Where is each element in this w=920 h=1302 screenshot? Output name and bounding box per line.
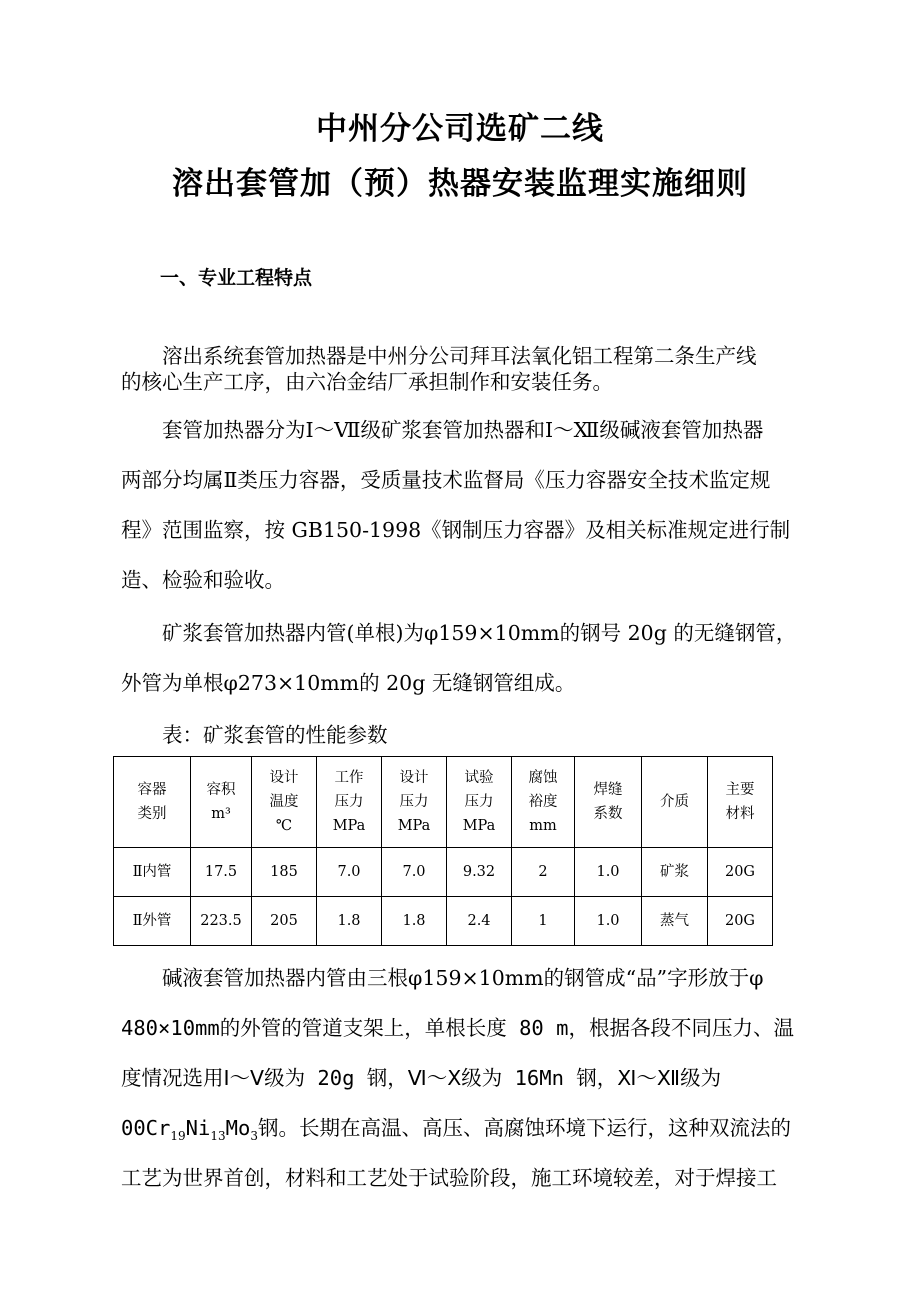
table-cell: 1.8 xyxy=(317,897,382,946)
header-cell: 试验 压力 MPa xyxy=(447,757,512,848)
parameters-table xyxy=(113,756,773,946)
table-cell: 1 xyxy=(512,897,575,946)
header-cell: 焊缝 系数 xyxy=(575,757,642,848)
formula-subscript: 3 xyxy=(250,1129,258,1144)
paragraph-line: 度情况选用Ⅰ～Ⅴ级为 20g 钢，Ⅵ～Ⅹ级为 16Mn 钢，Ⅺ～Ⅻ级为 xyxy=(121,1066,722,1090)
formula-part: Ni xyxy=(185,1116,211,1140)
table-cell: 7.0 xyxy=(317,848,382,897)
formula-part: 00Cr xyxy=(121,1116,171,1140)
header-cell: 主要 材料 xyxy=(708,757,773,848)
table-cell: Ⅱ外管 xyxy=(114,897,191,946)
table-row xyxy=(114,897,773,946)
table-row xyxy=(114,848,773,897)
table-header-row xyxy=(114,757,773,848)
table-cell: 7.0 xyxy=(382,848,447,897)
section-heading: 一、专业工程特点 xyxy=(160,267,313,289)
paragraph-line: 外管为单根φ273×10mm的 20g 无缝钢管组成。 xyxy=(121,671,576,695)
table-cell: 矿浆 xyxy=(642,848,708,897)
table-cell: 185 xyxy=(252,848,317,897)
paragraph-line: 溶出系统套管加热器是中州分公司拜耳法氧化铝工程第二条生产线 xyxy=(162,344,757,368)
formula-part: Mo xyxy=(225,1116,251,1140)
table-cell: 蒸气 xyxy=(642,897,708,946)
paragraph-line: 矿浆套管加热器内管(单根)为φ159×10mm的钢号 20g 的无缝钢管， xyxy=(162,621,797,645)
table-cell: 20G xyxy=(708,848,773,897)
paragraph-line: 碱液套管加热器内管由三根φ159×10mm的钢管成“品”字形放于φ xyxy=(162,966,764,990)
paragraph-line: 的核心生产工序，由六冶金结厂承担制作和安装任务。 xyxy=(121,370,613,394)
table-cell: 205 xyxy=(252,897,317,946)
header-cell: 介质 xyxy=(642,757,708,848)
formula-subscript: 19 xyxy=(170,1129,186,1144)
header-cell: 设计 压力 MPa xyxy=(382,757,447,848)
header-cell: 设计 温度 ℃ xyxy=(252,757,317,848)
header-cell: 容积 m³ xyxy=(191,757,252,848)
paragraph-line: 工艺为世界首创，材料和工艺处于试验阶段，施工环境较差，对于焊接工 xyxy=(121,1166,777,1190)
paragraph-line-formula xyxy=(121,1113,791,1151)
paragraph-line: 两部分均属Ⅱ类压力容器，受质量技术监督局《压力容器安全技术监定规 xyxy=(121,468,771,492)
table-cell: 1.0 xyxy=(575,897,642,946)
table-cell: 1.8 xyxy=(382,897,447,946)
paragraph-line: 造、检验和验收。 xyxy=(121,568,285,592)
table-cell: 20G xyxy=(708,897,773,946)
document-title-line1: 中州分公司选矿二线 xyxy=(316,111,604,147)
document-title-line2: 溶出套管加（预）热器安装监理实施细则 xyxy=(172,166,748,202)
table-caption: 表：矿浆套管的性能参数 xyxy=(162,723,388,747)
paragraph-line: 程》范围监察，按 GB150-1998《钢制压力容器》及相关标准规定进行制 xyxy=(121,518,791,542)
table-cell: Ⅱ内管 xyxy=(114,848,191,897)
header-cell: 工作 压力 MPa xyxy=(317,757,382,848)
formula-tail: 钢。长期在高温、高压、高腐蚀环境下运行，这种双流法的 xyxy=(257,1116,791,1140)
table-cell: 1.0 xyxy=(575,848,642,897)
table-cell: 2.4 xyxy=(447,897,512,946)
table-cell: 2 xyxy=(512,848,575,897)
paragraph-line: 套管加热器分为Ⅰ～Ⅶ级矿浆套管加热器和Ⅰ～Ⅻ级碱液套管加热器 xyxy=(162,418,764,442)
header-cell: 容器 类别 xyxy=(114,757,191,848)
formula-subscript: 13 xyxy=(210,1129,226,1144)
table-cell: 17.5 xyxy=(191,848,252,897)
table-cell: 223.5 xyxy=(191,897,252,946)
table-cell: 9.32 xyxy=(447,848,512,897)
paragraph-line: 480×10mm的外管的管道支架上，单根长度 80 m，根据各段不同压力、温 xyxy=(121,1016,794,1040)
header-cell: 腐蚀 裕度 mm xyxy=(512,757,575,848)
